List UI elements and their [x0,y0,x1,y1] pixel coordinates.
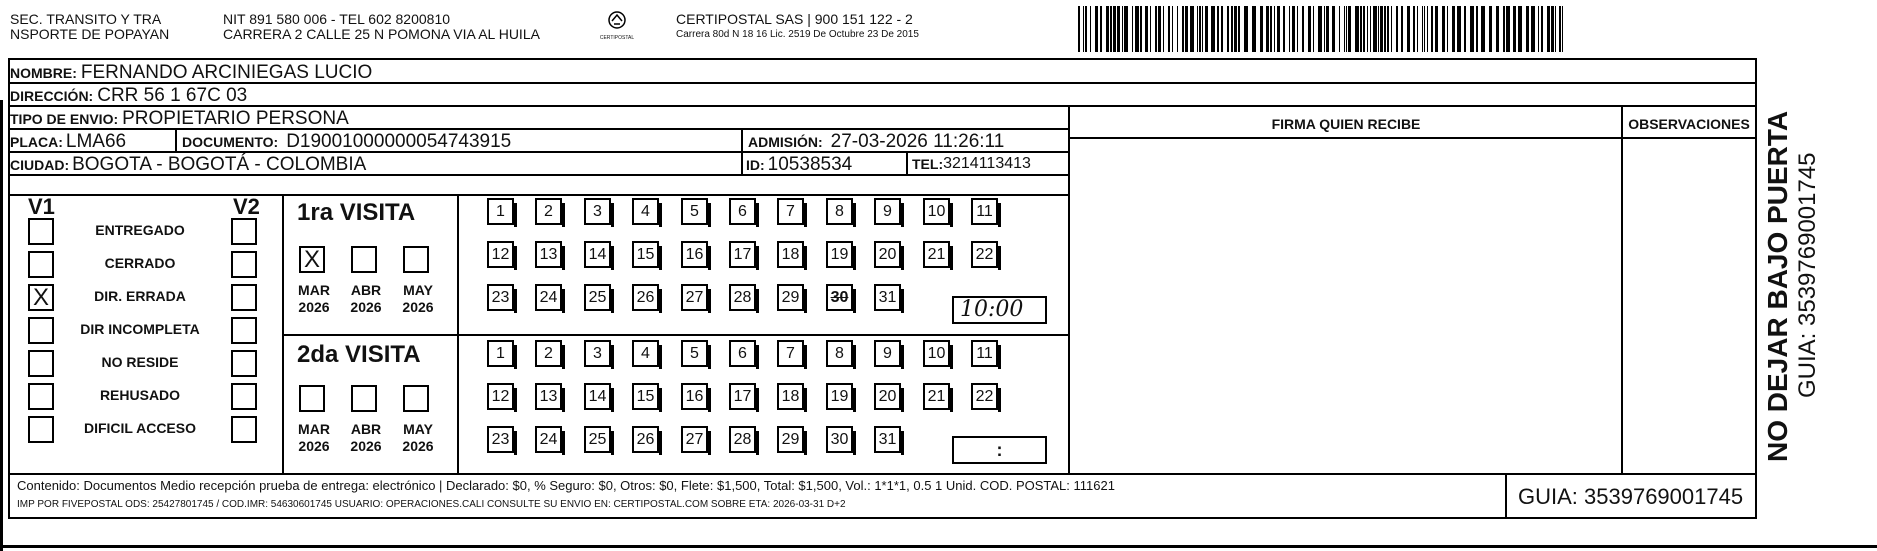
second-visit-day-26[interactable]: 26 [632,426,659,453]
document-label: DOCUMENTO: [182,134,279,150]
second-visit-day-6[interactable]: 6 [729,340,756,367]
first-visit-day-7[interactable]: 7 [777,198,804,225]
first-visit-day-5[interactable]: 5 [681,198,708,225]
first-visit-day-15[interactable]: 15 [632,241,659,268]
first-visit-day-25[interactable]: 25 [584,284,611,311]
second-visit-month-label: MAY 2026 [402,421,434,454]
status-reason-label: CERRADO [104,255,176,271]
company-block [676,12,919,42]
status-reason-label: NO RESIDE [101,354,179,370]
second-visit-day-2[interactable]: 2 [535,340,562,367]
second-visit-month-label: MAR 2026 [298,421,330,454]
license-line: Carrera 80d N 18 16 Lic. 2519 De Octubre 23 De 2015 [676,29,919,40]
second-visit-day-31[interactable]: 31 [874,426,901,453]
tel-row [912,155,1031,173]
v2-checkbox-2[interactable] [231,251,257,278]
first-visit-month-checkbox[interactable] [403,246,429,273]
sender-name [10,12,169,42]
recipient-address: CRR 56 1 67C 03 [97,85,248,106]
first-visit-month-checkbox[interactable] [351,246,377,273]
v2-checkbox-1[interactable] [231,218,257,245]
sender-line-2: NSPORTE DE POPAYAN [10,26,170,42]
v1-checkbox-6[interactable] [28,383,54,410]
first-visit-month-label: MAY 2026 [402,282,434,315]
first-visit-month-label: MAR 2026 [298,282,330,315]
second-visit-time[interactable]: : [952,436,1047,464]
name-label: NOMBRE: [10,65,77,81]
shipment-type: PROPIETARIO PERSONA [122,108,349,129]
second-visit-month-checkbox[interactable] [299,385,325,412]
first-visit-day-23[interactable]: 23 [487,284,514,311]
first-visit-day-3[interactable]: 3 [584,198,611,225]
second-visit-day-28[interactable]: 28 [729,426,756,453]
side-warning: NO DEJAR BAJO PUERTA [1762,110,1793,462]
footer-guia: GUIA: 3539769001745 [1518,484,1744,509]
status-reason-label: REHUSADO [99,387,181,403]
first-visit-day-6[interactable]: 6 [729,198,756,225]
second-visit-day-15[interactable]: 15 [632,383,659,410]
second-visit-month-label: ABR 2026 [350,421,382,454]
footer-imp: IMP POR FIVEPOSTAL ODS: 25427801745 / COD.IMR: 54630601745 USUARIO: OPERACIONES.CALI CONSULTE SU ENVIO EN: CERTIPOSTAL.COM SOBRE ETA: 2026-03-31 D+2 [17,499,846,510]
first-visit-day-31[interactable]: 31 [874,284,901,311]
v2-checkbox-7[interactable] [231,416,257,443]
second-visit-day-18[interactable]: 18 [777,383,804,410]
frame-top [8,58,1757,60]
first-visit-day-1[interactable]: 1 [487,198,514,225]
second-visit-month-checkbox[interactable] [403,385,429,412]
plate-label: PLACA: [10,134,63,150]
side-guia: GUIA: 3539769001745 [1794,152,1821,398]
first-visit-day-29[interactable]: 29 [777,284,804,311]
city-value: BOGOTA - BOGOTÁ - COLOMBIA [72,154,367,175]
first-visit-day-21[interactable]: 21 [923,241,950,268]
signature-header: FIRMA QUIEN RECIBE [1271,116,1421,132]
id-label: ID: [746,157,765,173]
company-line: CERTIPOSTAL SAS | 900 151 122 - 2 [676,11,913,27]
v1-checkbox-5[interactable] [28,350,54,377]
nit-line: NIT 891 580 006 - TEL 602 8200810 [223,11,451,27]
second-visit-day-13[interactable]: 13 [535,383,562,410]
status-reason-label: DIFICIL ACCESO [83,420,196,436]
first-visit-day-10[interactable]: 10 [923,198,950,225]
city-label: CIUDAD: [10,157,70,173]
second-visit-day-3[interactable]: 3 [584,340,611,367]
certipostal-logo [592,10,642,41]
first-visit-day-20[interactable]: 20 [874,241,901,268]
address-row [10,85,247,107]
second-visit-day-9[interactable]: 9 [874,340,901,367]
address-line: CARRERA 2 CALLE 25 N POMONA VIA AL HUILA [223,26,540,42]
second-visit-day-19[interactable]: 19 [826,383,853,410]
sender-line-1: SEC. TRANSITO Y TRA [10,11,162,27]
second-visit-day-17[interactable]: 17 [729,383,756,410]
v1-checkbox-3[interactable]: X [28,284,54,311]
v2-checkbox-3[interactable] [231,284,257,311]
id-value: 10538534 [767,154,853,175]
footer-contents: Contenido: Documentos Medio recepción prueba de entrega: electrónico | Declarado: $0, % Seguro: $0, Otros: $0, Flete: $1,500, Total: $1,500, Vol.: 1*1*1, 0.5 1 Unid. COD. POSTAL: 111621 [17,478,1115,493]
shipment-label: TIPO DE ENVIO: [10,111,119,127]
v1-checkbox-4[interactable] [28,317,54,344]
first-visit-day-13[interactable]: 13 [535,241,562,268]
v1-checkbox-7[interactable] [28,416,54,443]
frame-bottom [8,517,1757,519]
logo-text: CERTIPOSTAL [599,35,635,41]
scan-edge-left [0,100,3,551]
observations-area[interactable] [1624,140,1754,472]
first-visit-day-19[interactable]: 19 [826,241,853,268]
second-visit-day-21[interactable]: 21 [923,383,950,410]
frame-right [1755,58,1757,519]
second-visit-day-20[interactable]: 20 [874,383,901,410]
plate-value: LMA66 [65,131,127,152]
logo-icon [606,10,628,30]
first-visit-day-18[interactable]: 18 [777,241,804,268]
second-visit-day-30[interactable]: 30 [826,426,853,453]
second-visit-day-23[interactable]: 23 [487,426,514,453]
first-visit-day-24[interactable]: 24 [535,284,562,311]
first-visit-day-26[interactable]: 26 [632,284,659,311]
first-visit-month-checkbox[interactable]: X [299,246,325,273]
second-visit-day-1[interactable]: 1 [487,340,514,367]
address-label: DIRECCIÓN: [10,88,94,104]
first-visit-day-11[interactable]: 11 [971,198,998,225]
first-visit-day-4[interactable]: 4 [632,198,659,225]
observations-header: OBSERVACIONES [1628,116,1750,132]
city-row [10,154,366,176]
admission-label: ADMISIÓN: [748,134,823,150]
first-visit-day-17[interactable]: 17 [729,241,756,268]
v2-checkbox-5[interactable] [231,350,257,377]
plate-row [10,131,126,153]
second-visit-month-checkbox[interactable] [351,385,377,412]
first-visit-day-12[interactable]: 12 [487,241,514,268]
barcode [1078,6,1563,52]
first-visit-time[interactable]: 10:00 [952,296,1047,324]
second-visit-title: 2da VISITA [297,341,421,368]
admission-row [748,131,1004,153]
recipient-name: FERNANDO ARCINIEGAS LUCIO [80,62,373,83]
second-visit-day-4[interactable]: 4 [632,340,659,367]
first-visit-day-16[interactable]: 16 [681,241,708,268]
first-visit-day-28[interactable]: 28 [729,284,756,311]
second-visit-day-16[interactable]: 16 [681,383,708,410]
name-row [10,62,372,84]
second-visit-day-12[interactable]: 12 [487,383,514,410]
id-row [746,154,852,176]
sender-contact [223,12,540,42]
admission-value: 27-03-2026 11:26:11 [830,131,1005,152]
status-reason-label: ENTREGADO [95,222,185,238]
first-visit-day-2[interactable]: 2 [535,198,562,225]
second-visit-day-11[interactable]: 11 [971,340,998,367]
tel-label: TEL: [912,156,944,172]
second-visit-day-24[interactable]: 24 [535,426,562,453]
second-visit-day-25[interactable]: 25 [584,426,611,453]
shipment-row [10,108,349,130]
v1-checkbox-1[interactable] [28,218,54,245]
first-visit-day-30[interactable]: 30 [826,284,853,311]
scan-edge-bottom [0,545,1877,548]
tel-value: 3214113413 [943,155,1031,172]
document-row [182,131,511,153]
status-reason-label: DIR INCOMPLETA [80,321,200,337]
second-visit-day-27[interactable]: 27 [681,426,708,453]
first-visit-day-8[interactable]: 8 [826,198,853,225]
first-visit-day-14[interactable]: 14 [584,241,611,268]
v1-checkbox-2[interactable] [28,251,54,278]
v1-label: V1 [28,194,55,219]
first-visit-month-label: ABR 2026 [350,282,382,315]
first-visit-day-9[interactable]: 9 [874,198,901,225]
first-visit-day-27[interactable]: 27 [681,284,708,311]
signature-area[interactable] [1072,140,1620,472]
second-visit-day-14[interactable]: 14 [584,383,611,410]
v2-checkbox-4[interactable] [231,317,257,344]
second-visit-day-5[interactable]: 5 [681,340,708,367]
second-visit-day-10[interactable]: 10 [923,340,950,367]
v2-checkbox-6[interactable] [231,383,257,410]
first-visit-day-22[interactable]: 22 [971,241,998,268]
document-value: D19001000000054743915 [286,131,512,152]
second-visit-day-7[interactable]: 7 [777,340,804,367]
second-visit-day-29[interactable]: 29 [777,426,804,453]
second-visit-day-8[interactable]: 8 [826,340,853,367]
second-visit-day-22[interactable]: 22 [971,383,998,410]
first-visit-title: 1ra VISITA [297,199,416,226]
v2-label: V2 [233,194,260,219]
status-reason-label: DIR. ERRADA [94,288,186,304]
